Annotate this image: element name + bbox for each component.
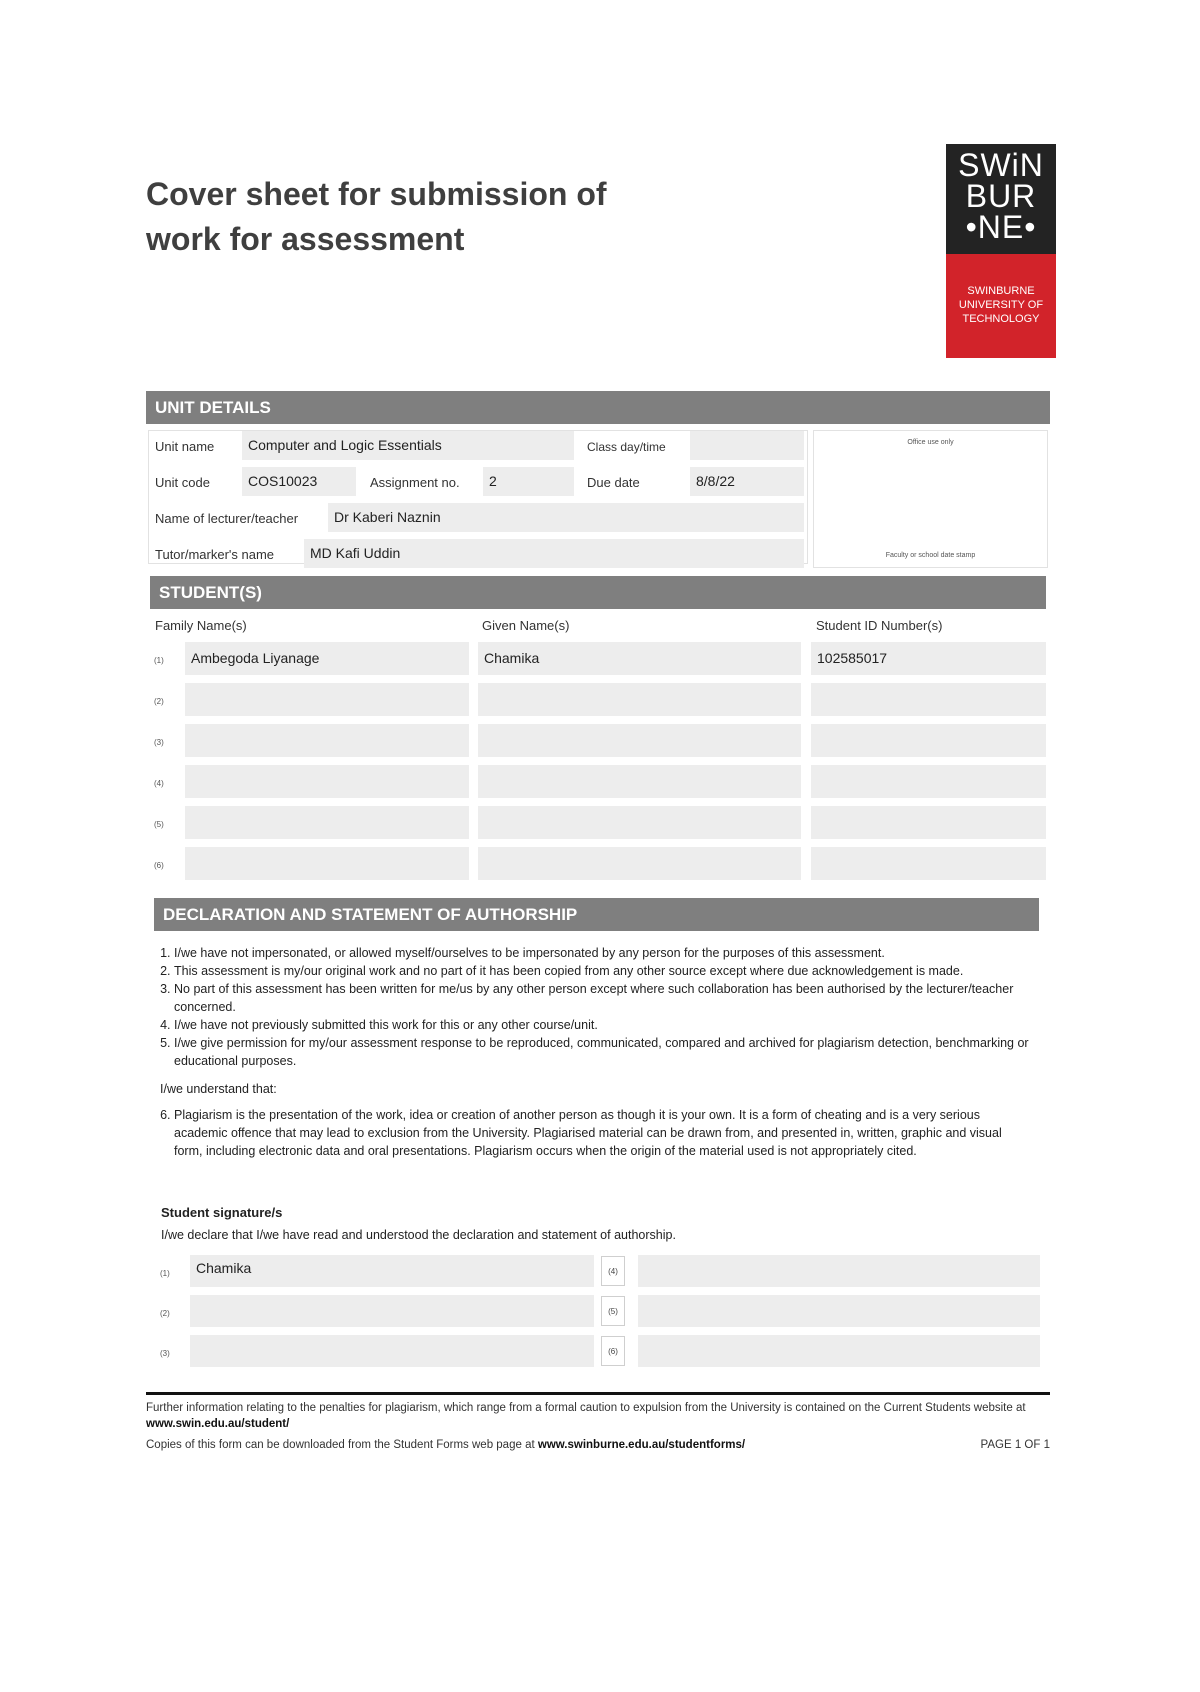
unit-details-heading: UNIT DETAILS [146, 391, 1050, 424]
student-id-field[interactable] [811, 724, 1046, 757]
assignment-no-field[interactable]: 2 [483, 467, 574, 496]
given-name-field[interactable] [478, 683, 801, 716]
student-id-field[interactable] [811, 847, 1046, 880]
student-row: (1) Ambegoda Liyanage Chamika 102585017 [150, 642, 1046, 683]
declaration-item: 1. I/we have not impersonated, or allowed myself/ourselves to be impersonated by any person for the purposes of this assessment. [174, 944, 1030, 962]
logo-wordmark: SWiN BUR •NE• [946, 144, 1056, 254]
due-date-field[interactable]: 8/8/22 [690, 467, 804, 496]
signature-row: (1) Chamika (4) [154, 1255, 1040, 1295]
student-row: (4) [150, 765, 1046, 806]
family-name-field[interactable]: Ambegoda Liyanage [185, 642, 469, 675]
student-row: (3) [150, 724, 1046, 765]
tutor-label: Tutor/marker's name [155, 547, 275, 562]
student-row: (5) [150, 806, 1046, 847]
footer-forms-text: Copies of this form can be downloaded from the Student Forms web page at www.swinburne.edu.au/studentforms/ [146, 1439, 746, 1451]
footer-text: Further information relating to the penalties for plagiarism, which range from a formal caution to expulsion from the University is contained on the Current Students website at www.swin.edu.au/student/ [146, 1402, 1026, 1430]
office-use-box [813, 430, 1048, 568]
given-name-field[interactable] [478, 724, 801, 757]
students-table [150, 642, 1046, 888]
declaration-item: 3. No part of this assessment has been written for me/us by any other person except where such collaboration has been authorised by the lecturer/teacher concerned. [174, 980, 1030, 1016]
logo-subtitle: SWINBURNE UNIVERSITY OF TECHNOLOGY [946, 254, 1056, 358]
plagiarism-item: 6. Plagiarism is the presentation of the work, idea or creation of another person as though it is your own. It is a form of cheating and is a very serious academic offence that may lead to exclusion from the University. Plagiarised material can be drawn from, and presented in, written, graphic and visual form, including electronic data and oral presentations. Plagiarism occurs when the origin of the material used is not appropriately cited. [174, 1106, 1030, 1160]
student-id-field[interactable] [811, 806, 1046, 839]
declaration-item: 5. I/we give permission for my/our assessment response to be reproduced, communicated, compared and archived for plagiarism detection, benchmarking or educational purposes. [174, 1034, 1030, 1070]
student-id-field[interactable] [811, 765, 1046, 798]
lecturer-field[interactable]: Dr Kaberi Naznin [328, 503, 804, 532]
office-use-label: Office use only [907, 439, 954, 446]
due-date-label: Due date [587, 475, 640, 490]
family-name-field[interactable] [185, 847, 469, 880]
page-title [146, 172, 706, 262]
signature-field[interactable] [190, 1335, 594, 1367]
lecturer-label: Name of lecturer/teacher [155, 511, 299, 526]
given-name-field[interactable] [478, 847, 801, 880]
family-name-header: Family Name(s) [155, 618, 247, 633]
declaration-heading: DECLARATION AND STATEMENT OF AUTHORSHIP [154, 898, 1039, 931]
declaration-item: 2. This assessment is my/our original work and no part of it has been copied from any other source except where due acknowledgement is made. [174, 962, 1030, 980]
family-name-field[interactable] [185, 765, 469, 798]
given-name-field[interactable] [478, 765, 801, 798]
given-name-field[interactable] [478, 806, 801, 839]
signature-field[interactable] [638, 1335, 1040, 1367]
signature-number: (5) [601, 1296, 625, 1326]
family-name-field[interactable] [185, 724, 469, 757]
student-website-link[interactable]: www.swin.edu.au/student/ [146, 1418, 290, 1430]
given-name-header: Given Name(s) [482, 618, 570, 633]
swinburne-logo [946, 144, 1056, 358]
student-id-field[interactable] [811, 683, 1046, 716]
signature-number: (4) [601, 1256, 625, 1286]
declaration-item: 4. I/we have not previously submitted this work for this or any other course/unit. [174, 1016, 1030, 1034]
page-title-line1: Cover sheet for submission of [146, 176, 607, 212]
student-forms-link[interactable]: www.swinburne.edu.au/studentforms/ [537, 1439, 746, 1451]
class-day-time-label: Class day/time [587, 440, 666, 454]
signature-row: (3) (6) [154, 1335, 1040, 1375]
unit-code-field[interactable]: COS10023 [242, 467, 356, 496]
class-day-time-field[interactable] [690, 431, 804, 460]
assignment-no-label: Assignment no. [370, 475, 460, 490]
signature-row: (2) (5) [154, 1295, 1040, 1335]
student-id-header: Student ID Number(s) [816, 618, 943, 633]
signature-field[interactable] [638, 1295, 1040, 1327]
student-id-field[interactable]: 102585017 [811, 642, 1046, 675]
page-number: PAGE 1 OF 1 [980, 1439, 1050, 1451]
footer-divider [146, 1392, 1050, 1395]
family-name-field[interactable] [185, 683, 469, 716]
students-heading: STUDENT(S) [150, 576, 1046, 609]
signature-statement: I/we declare that I/we have read and understood the declaration and statement of authorship. [161, 1228, 676, 1242]
signature-field[interactable] [190, 1295, 594, 1327]
understand-label: I/we understand that: [160, 1082, 277, 1096]
student-row: (6) [150, 847, 1046, 888]
faculty-stamp-label: Faculty or school date stamp [885, 552, 976, 559]
given-name-field[interactable]: Chamika [478, 642, 801, 675]
unit-name-label: Unit name [155, 439, 215, 454]
signatures-block [154, 1255, 1040, 1375]
unit-code-label: Unit code [155, 475, 210, 490]
student-row: (2) [150, 683, 1046, 724]
page-title-line2: work for assessment [146, 221, 465, 257]
declaration-list [148, 944, 1030, 1160]
signature-field[interactable]: Chamika [190, 1255, 594, 1287]
signature-field[interactable] [638, 1255, 1040, 1287]
unit-name-field[interactable]: Computer and Logic Essentials [242, 431, 574, 460]
tutor-field[interactable]: MD Kafi Uddin [304, 539, 804, 568]
signature-heading: Student signature/s [161, 1205, 283, 1220]
signature-number: (6) [601, 1336, 625, 1366]
family-name-field[interactable] [185, 806, 469, 839]
